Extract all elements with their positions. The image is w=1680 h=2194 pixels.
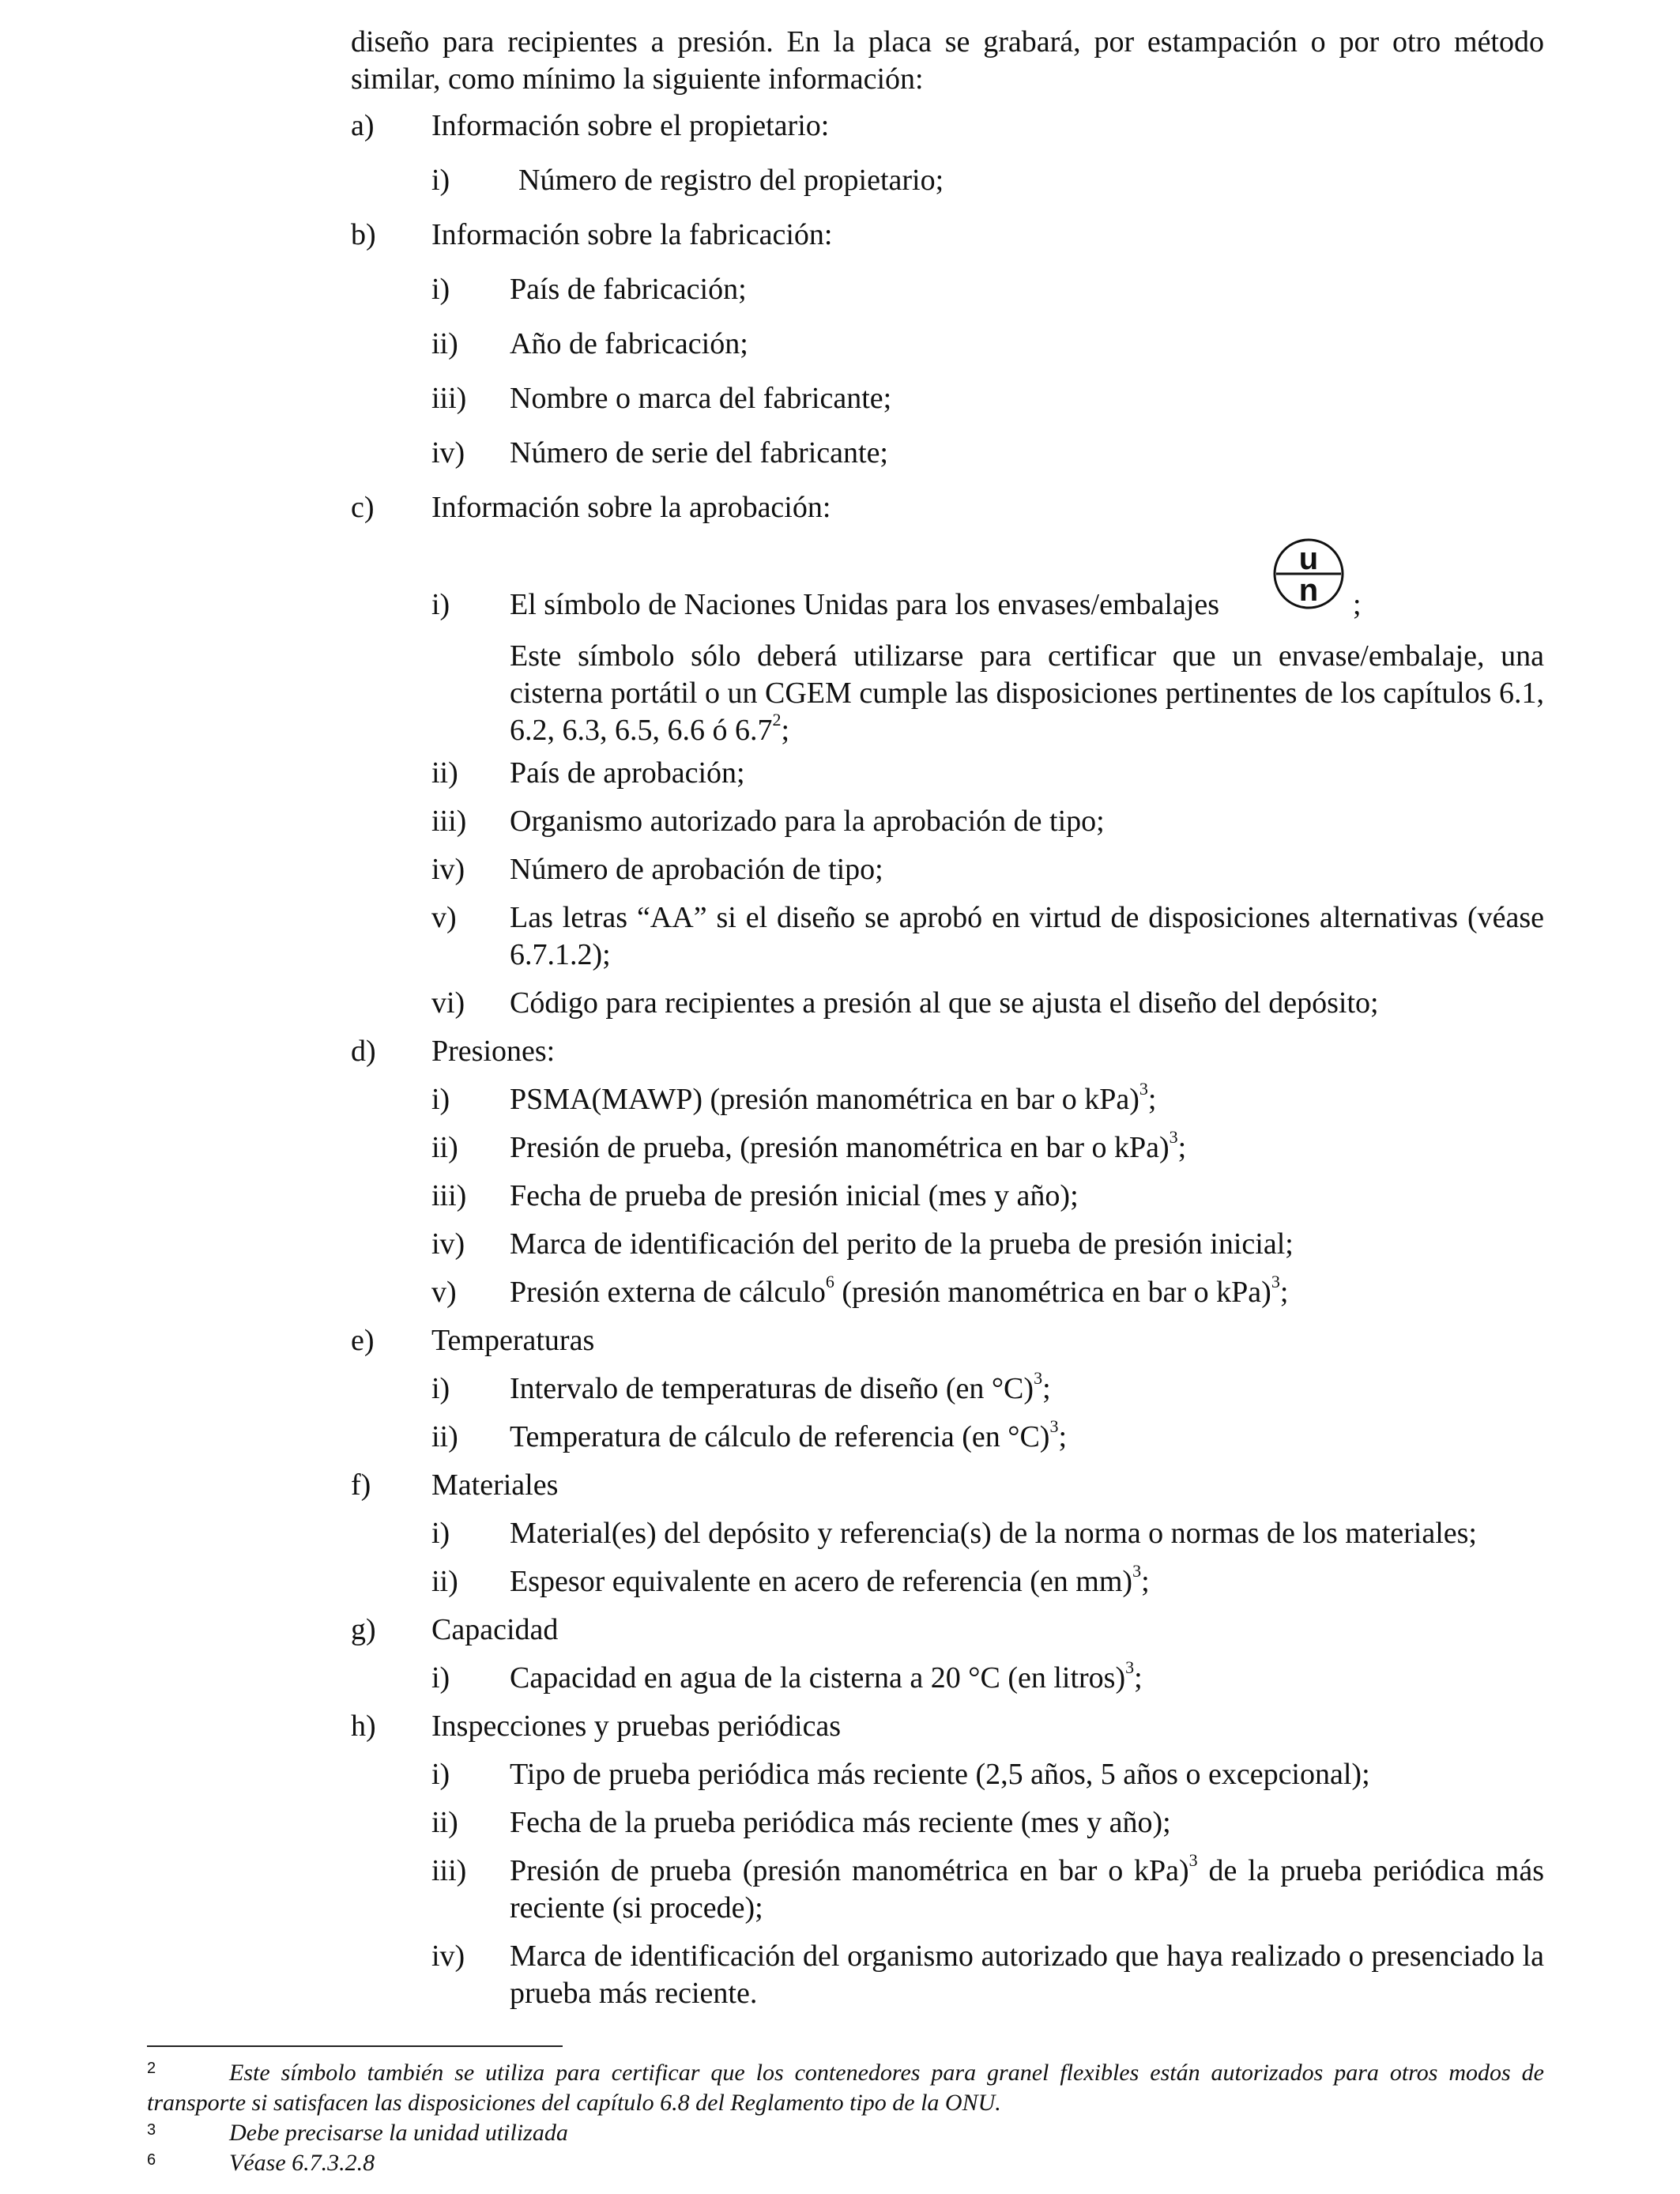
item-label: ii) (431, 1131, 458, 1164)
item-text: Organismo autorizado para la aprobación de tipo; (510, 805, 1105, 838)
item-text: El símbolo de Naciones Unidas para los envases/embalajes (510, 588, 1220, 621)
footnote-separator (147, 2045, 563, 2047)
item-label: iv) (431, 1227, 465, 1261)
item-label: ii) (431, 1565, 458, 1598)
section-label: d) (351, 1035, 376, 1068)
footnote-text: Debe precisarse la unidad utilizada (229, 2120, 568, 2146)
item-label: v) (431, 901, 457, 934)
item-text: Presión externa de cálculo$^6$ (presión manométrica en bar o kPa)$^3$; (510, 1272, 1289, 1309)
item-text: País de fabricación; (510, 273, 747, 306)
un-symbol-bottom: n (1298, 573, 1319, 608)
item-text: Número de registro del propietario; (518, 164, 944, 197)
item-label: i) (431, 1517, 450, 1550)
item-label: ii) (431, 1806, 458, 1839)
item-text: Marca de identificación del perito de la prueba de presión inicial; (510, 1227, 1294, 1261)
item-label: iii) (431, 382, 467, 415)
item-text: Presión de prueba, (presión manométrica en bar o kPa)$^3$; (510, 1127, 1187, 1164)
item-label: iii) (431, 805, 467, 838)
item-label: v) (431, 1276, 457, 1309)
section-title: Capacidad (431, 1613, 559, 1646)
item-text: Temperatura de cálculo de referencia (en °C)$^3$; (510, 1416, 1068, 1453)
item-label: vi) (431, 986, 465, 1020)
item-text: Nombre o marca del fabricante; (510, 382, 892, 415)
item-text: Año de fabricación; (510, 327, 748, 360)
footnote-number: 3 (147, 2121, 156, 2139)
item-label: iii) (431, 1854, 467, 1887)
section-label: g) (351, 1613, 376, 1646)
item-text: Código para recipientes a presión al que se ajusta el diseño del depósito; (510, 986, 1379, 1020)
section-label: h) (351, 1710, 376, 1743)
item-label: iv) (431, 1940, 465, 1973)
item-text: Número de aprobación de tipo; (510, 853, 883, 886)
un-symbol-top: u (1298, 541, 1319, 576)
item-text: País de aprobación; (510, 756, 745, 790)
item-text: Tipo de prueba periódica más reciente (2,5 años, 5 años o excepcional); (510, 1758, 1370, 1791)
footnote-number: 2 (147, 2060, 156, 2077)
section-title: Materiales (431, 1468, 559, 1502)
item-label: iv) (431, 436, 465, 469)
item-label: i) (431, 164, 450, 197)
item-text: Número de serie del fabricante; (510, 436, 888, 469)
un-packaging-symbol-icon (1272, 537, 1345, 610)
section-title: Información sobre la fabricación: (431, 218, 833, 251)
item-label: iv) (431, 853, 465, 886)
item-text: Marca de identificación del organismo autorizado que haya realizado o presenciado la prueba más reciente. (510, 1940, 1544, 2010)
item-label: i) (431, 273, 450, 306)
item-text: Fecha de prueba de presión inicial (mes y año); (510, 1179, 1079, 1212)
section-title: Información sobre la aprobación: (431, 491, 831, 524)
section-title: Temperaturas (431, 1324, 595, 1357)
footnote-text: Véase 6.7.3.2.8 (229, 2150, 375, 2176)
item-punctuation: ; (1353, 588, 1362, 621)
item-text: Material(es) del depósito y referencia(s) de la norma o normas de los materiales; (510, 1517, 1477, 1550)
item-label: ii) (431, 327, 458, 360)
item-label: iii) (431, 1179, 467, 1212)
item-text: Fecha de la prueba periódica más reciente (mes y año); (510, 1806, 1171, 1839)
section-title: Inspecciones y pruebas periódicas (431, 1710, 842, 1743)
item-label: i) (431, 1372, 450, 1405)
item-note: Este símbolo sólo deberá utilizarse para certificar que un envase/embalaje, una cisterna portátil o un CGEM cumple las disposiciones pertinentes de los capítulos 6.1, 6.2, 6.3, 6.5, 6.6 ó $6.7^2$; (510, 639, 1544, 747)
item-text: Intervalo de temperaturas de diseño (en °C)$^3$; (510, 1368, 1051, 1405)
section-title: Información sobre el propietario: (431, 109, 830, 142)
item-text: Presión de prueba (presión manométrica en bar o kPa)$^3$ de la prueba periódica más reciente (si procede); (510, 1850, 1544, 1924)
item-text: Capacidad en agua de la cisterna a 20 °C (en litros)$^3$; (510, 1657, 1143, 1695)
section-label: e) (351, 1324, 375, 1357)
section-label: c) (351, 491, 375, 524)
item-text: Las letras “AA” si el diseño se aprobó en virtud de disposiciones alternativas (véase 6.7.1.2); (510, 901, 1544, 971)
item-label: i) (431, 588, 450, 621)
item-text: Espesor equivalente en acero de referencia (en mm)$^3$; (510, 1561, 1150, 1598)
section-label: b) (351, 218, 376, 251)
item-label: ii) (431, 1420, 458, 1453)
section-label: a) (351, 109, 375, 142)
section-title: Presiones: (431, 1035, 556, 1068)
footnote-number: 6 (147, 2151, 156, 2169)
intro-paragraph: diseño para recipientes a presión. En la placa se grabará, por estampación o por otro método similar, como mínimo la siguiente información: (351, 25, 1544, 96)
item-label: i) (431, 1083, 450, 1116)
item-text: PSMA(MAWP) (presión manométrica en bar o kPa)$^3$; (510, 1079, 1157, 1116)
footnote-text: Este símbolo también se utiliza para certificar que los contenedores para granel flexibles están autorizados para otros modos de transporte si satisfacen las disposiciones del capítulo 6.8 del Reglamento tipo de la ONU. (147, 2060, 1544, 2116)
item-label: i) (431, 1758, 450, 1791)
item-label: i) (431, 1661, 450, 1695)
section-label: f) (351, 1468, 371, 1502)
item-label: ii) (431, 756, 458, 790)
